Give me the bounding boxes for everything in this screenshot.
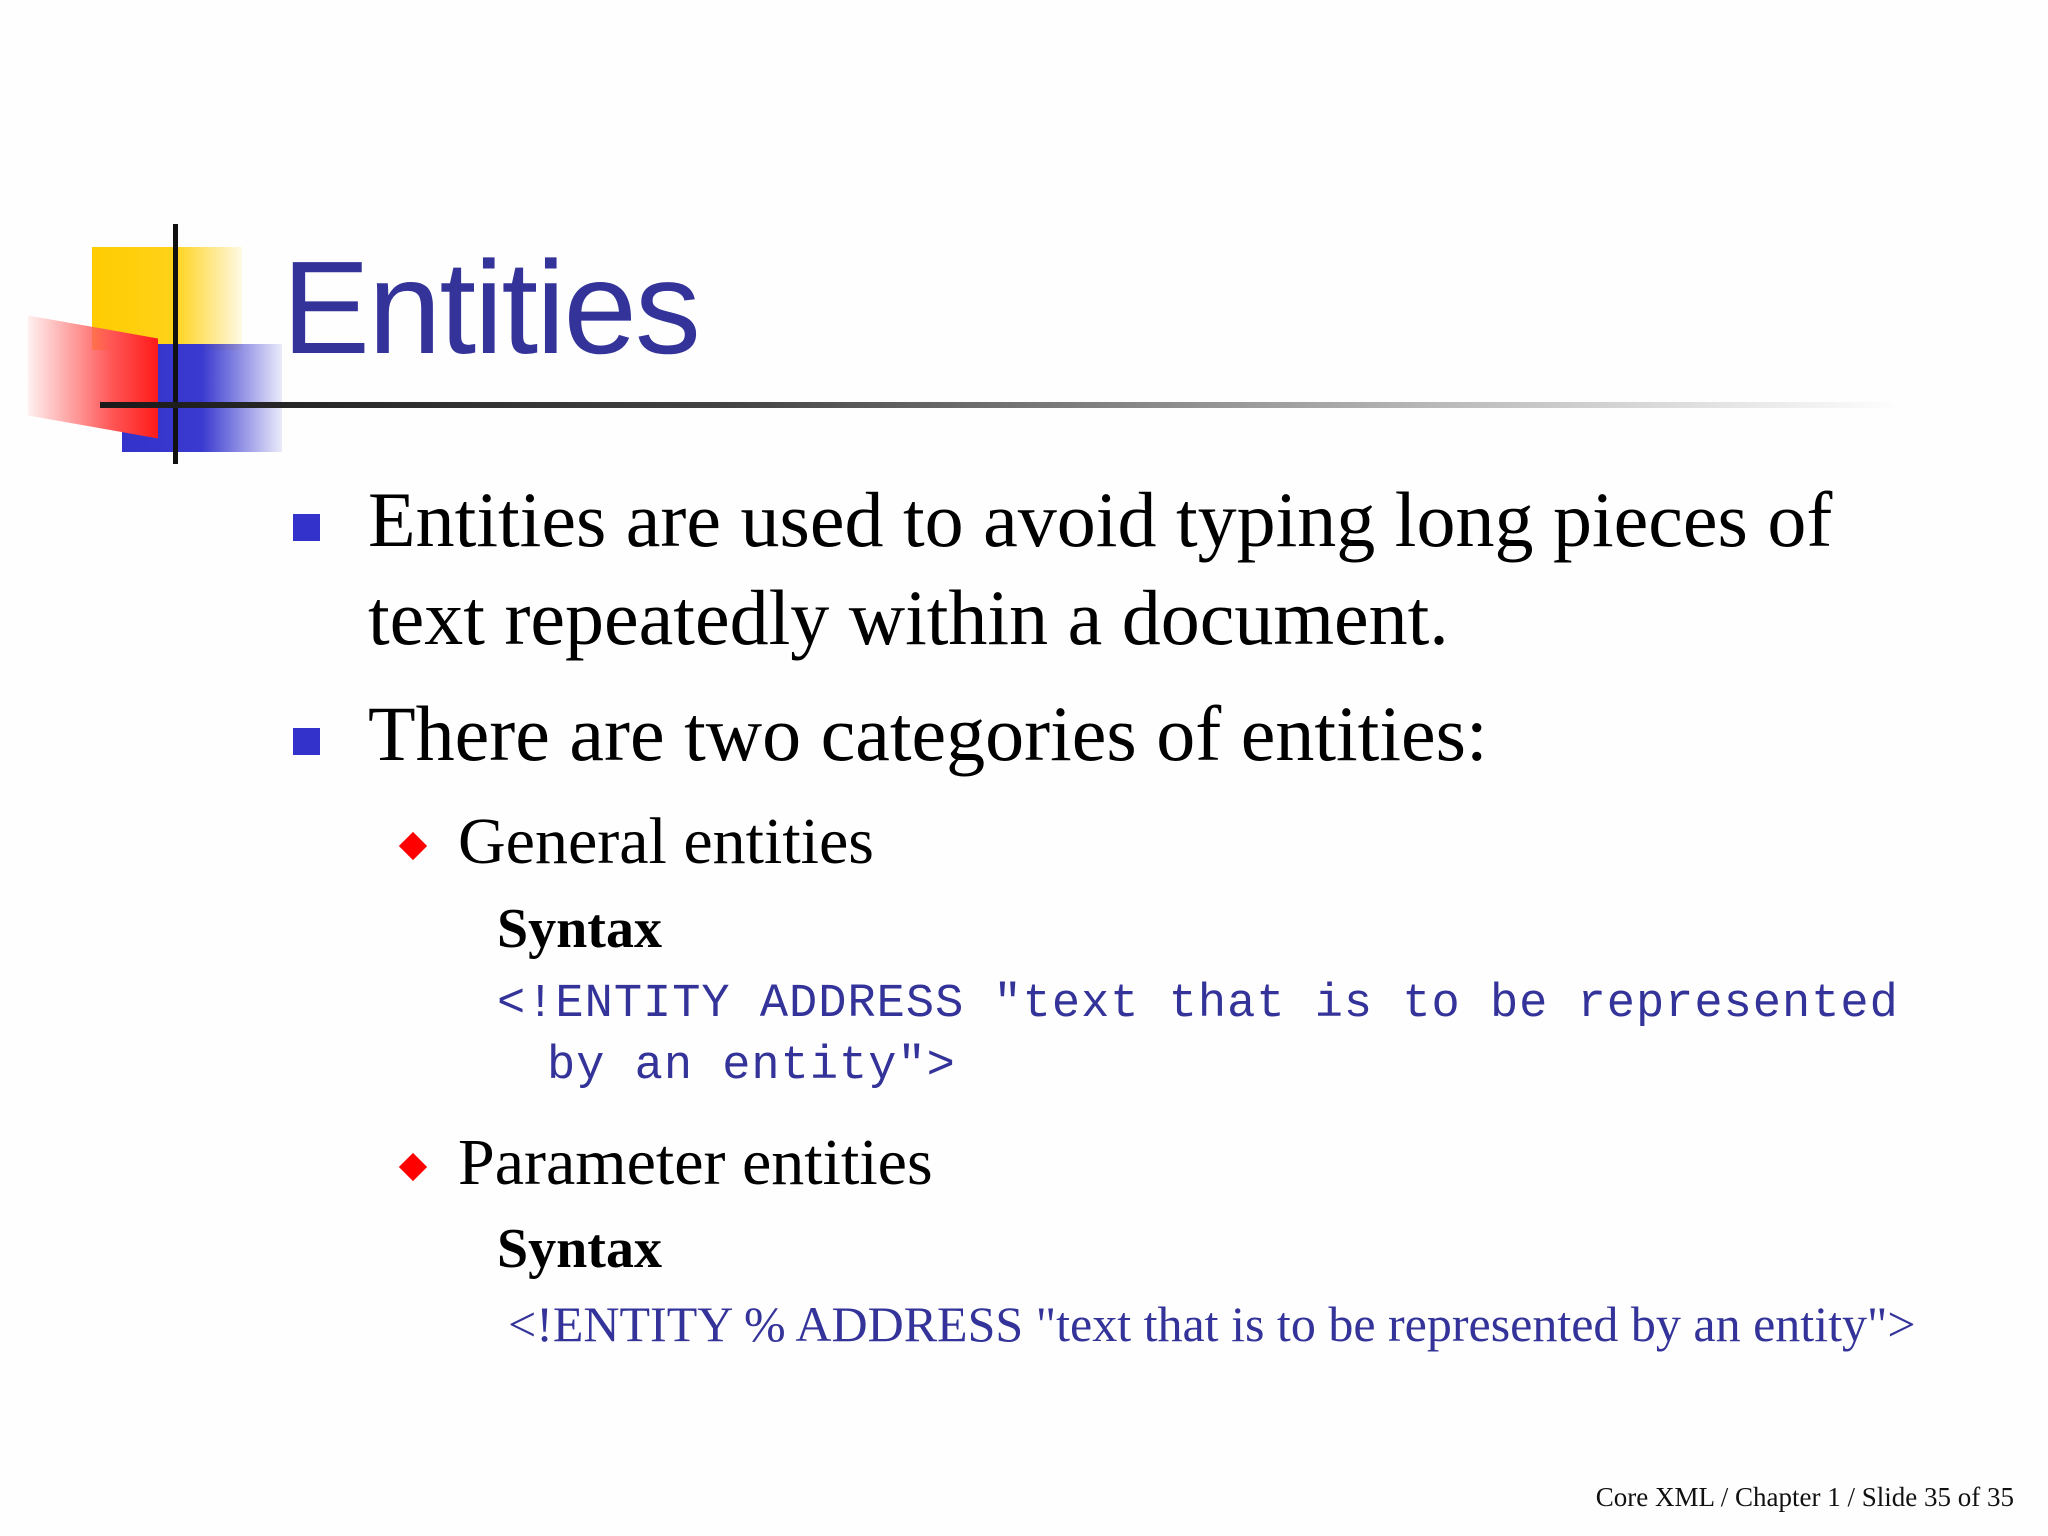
diamond-bullet-icon	[399, 1153, 427, 1181]
syntax-label-parameter: Syntax	[497, 1218, 662, 1280]
subitem-general-entities: General entities	[458, 805, 874, 878]
square-bullet-icon	[293, 514, 320, 541]
syntax-label-general: Syntax	[497, 898, 662, 960]
slide-footer: Core XML / Chapter 1 / Slide 35 of 35	[1595, 1482, 2014, 1512]
syntax-code-general-line1: <!ENTITY ADDRESS "text that is to be represented	[497, 978, 1899, 1031]
square-bullet-icon	[293, 728, 320, 755]
slide-title: Entities	[282, 234, 699, 381]
bullet-text-1: Entities are used to avoid typing long pieces of text repeatedly within a document.	[368, 476, 1833, 661]
title-underline	[100, 402, 1900, 408]
syntax-code-general-line2: by an entity">	[547, 1040, 956, 1093]
bullet-text-2: There are two categories of entities:	[368, 690, 1488, 777]
subitem-parameter-entities: Parameter entities	[458, 1126, 933, 1199]
logo-vertical-line	[173, 224, 178, 464]
diamond-bullet-icon	[399, 832, 427, 860]
syntax-code-parameter: <!ENTITY % ADDRESS "text that is to be represented by an entity">	[508, 1296, 1916, 1352]
